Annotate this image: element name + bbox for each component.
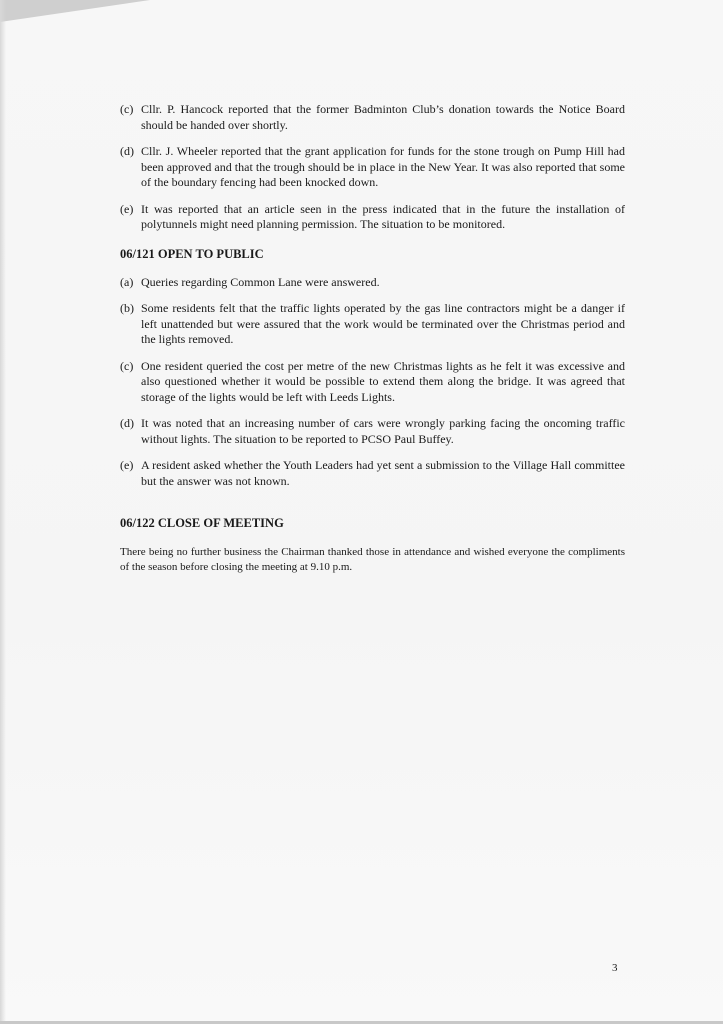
list-item — [120, 144, 625, 191]
item-text: It was noted that an increasing number of cars were wrongly parking facing the oncoming traffic without lights. The situation to be reported to PCSO Paul Buffey. — [141, 416, 625, 446]
item-text: Cllr. J. Wheeler reported that the grant application for funds for the stone trough on Pump Hill had been approved and that the trough should be in place in the New Year. It was also reported that some of the boundary fencing had been knocked down. — [141, 144, 625, 189]
item-marker: (b) — [120, 301, 134, 315]
item-text: A resident asked whether the Youth Leaders had yet sent a submission to the Village Hall committee but the answer was not known. — [141, 458, 625, 488]
page-corner-fold — [0, 0, 150, 22]
closing-paragraph: There being no further business the Chairman thanked those in attendance and wished everyone the compliments of the season before closing the meeting at 9.10 p.m. — [120, 546, 625, 573]
item-text: One resident queried the cost per metre of the new Christmas lights as he felt it was excessive and also questioned whether it would be possible to extend them along the bridge. It was agreed that storage of the lights would be left with Leeds Lights. — [141, 358, 625, 404]
item-marker: (c) — [120, 102, 134, 116]
section-heading-close-of-meeting: 06/122 CLOSE OF MEETING — [120, 516, 284, 530]
item-text: Queries regarding Common Lane were answered. — [141, 274, 380, 289]
page-number: 3 — [612, 962, 618, 974]
item-marker: (d) — [120, 144, 134, 158]
item-marker: (e) — [120, 201, 134, 216]
list-item — [120, 202, 625, 233]
item-text: Cllr. P. Hancock reported that the former Badminton Club’s donation towards the Notice Board should be handed over shortly. — [141, 102, 625, 132]
item-marker: (d) — [120, 416, 134, 430]
list-item — [120, 458, 625, 489]
item-marker: (e) — [120, 458, 134, 472]
list-item — [120, 416, 625, 447]
scan-edge-shadow — [0, 0, 6, 1024]
list-item — [120, 359, 625, 406]
item-marker: (a) — [120, 274, 134, 289]
item-marker: (c) — [120, 358, 134, 373]
section-heading-open-to-public: 06/121 OPEN TO PUBLIC — [120, 246, 264, 261]
minutes-body — [120, 102, 625, 575]
item-text: Some residents felt that the traffic lights operated by the gas line contractors might be a danger if left unattended but were assured that the work would be terminated over the Christmas period and the lights removed. — [141, 301, 625, 346]
list-item — [120, 301, 625, 348]
item-text: It was reported that an article seen in the press indicated that in the future the installation of polytunnels might need planning permission. The situation to be monitored. — [141, 201, 625, 231]
list-item — [120, 275, 625, 291]
list-item — [120, 102, 625, 133]
